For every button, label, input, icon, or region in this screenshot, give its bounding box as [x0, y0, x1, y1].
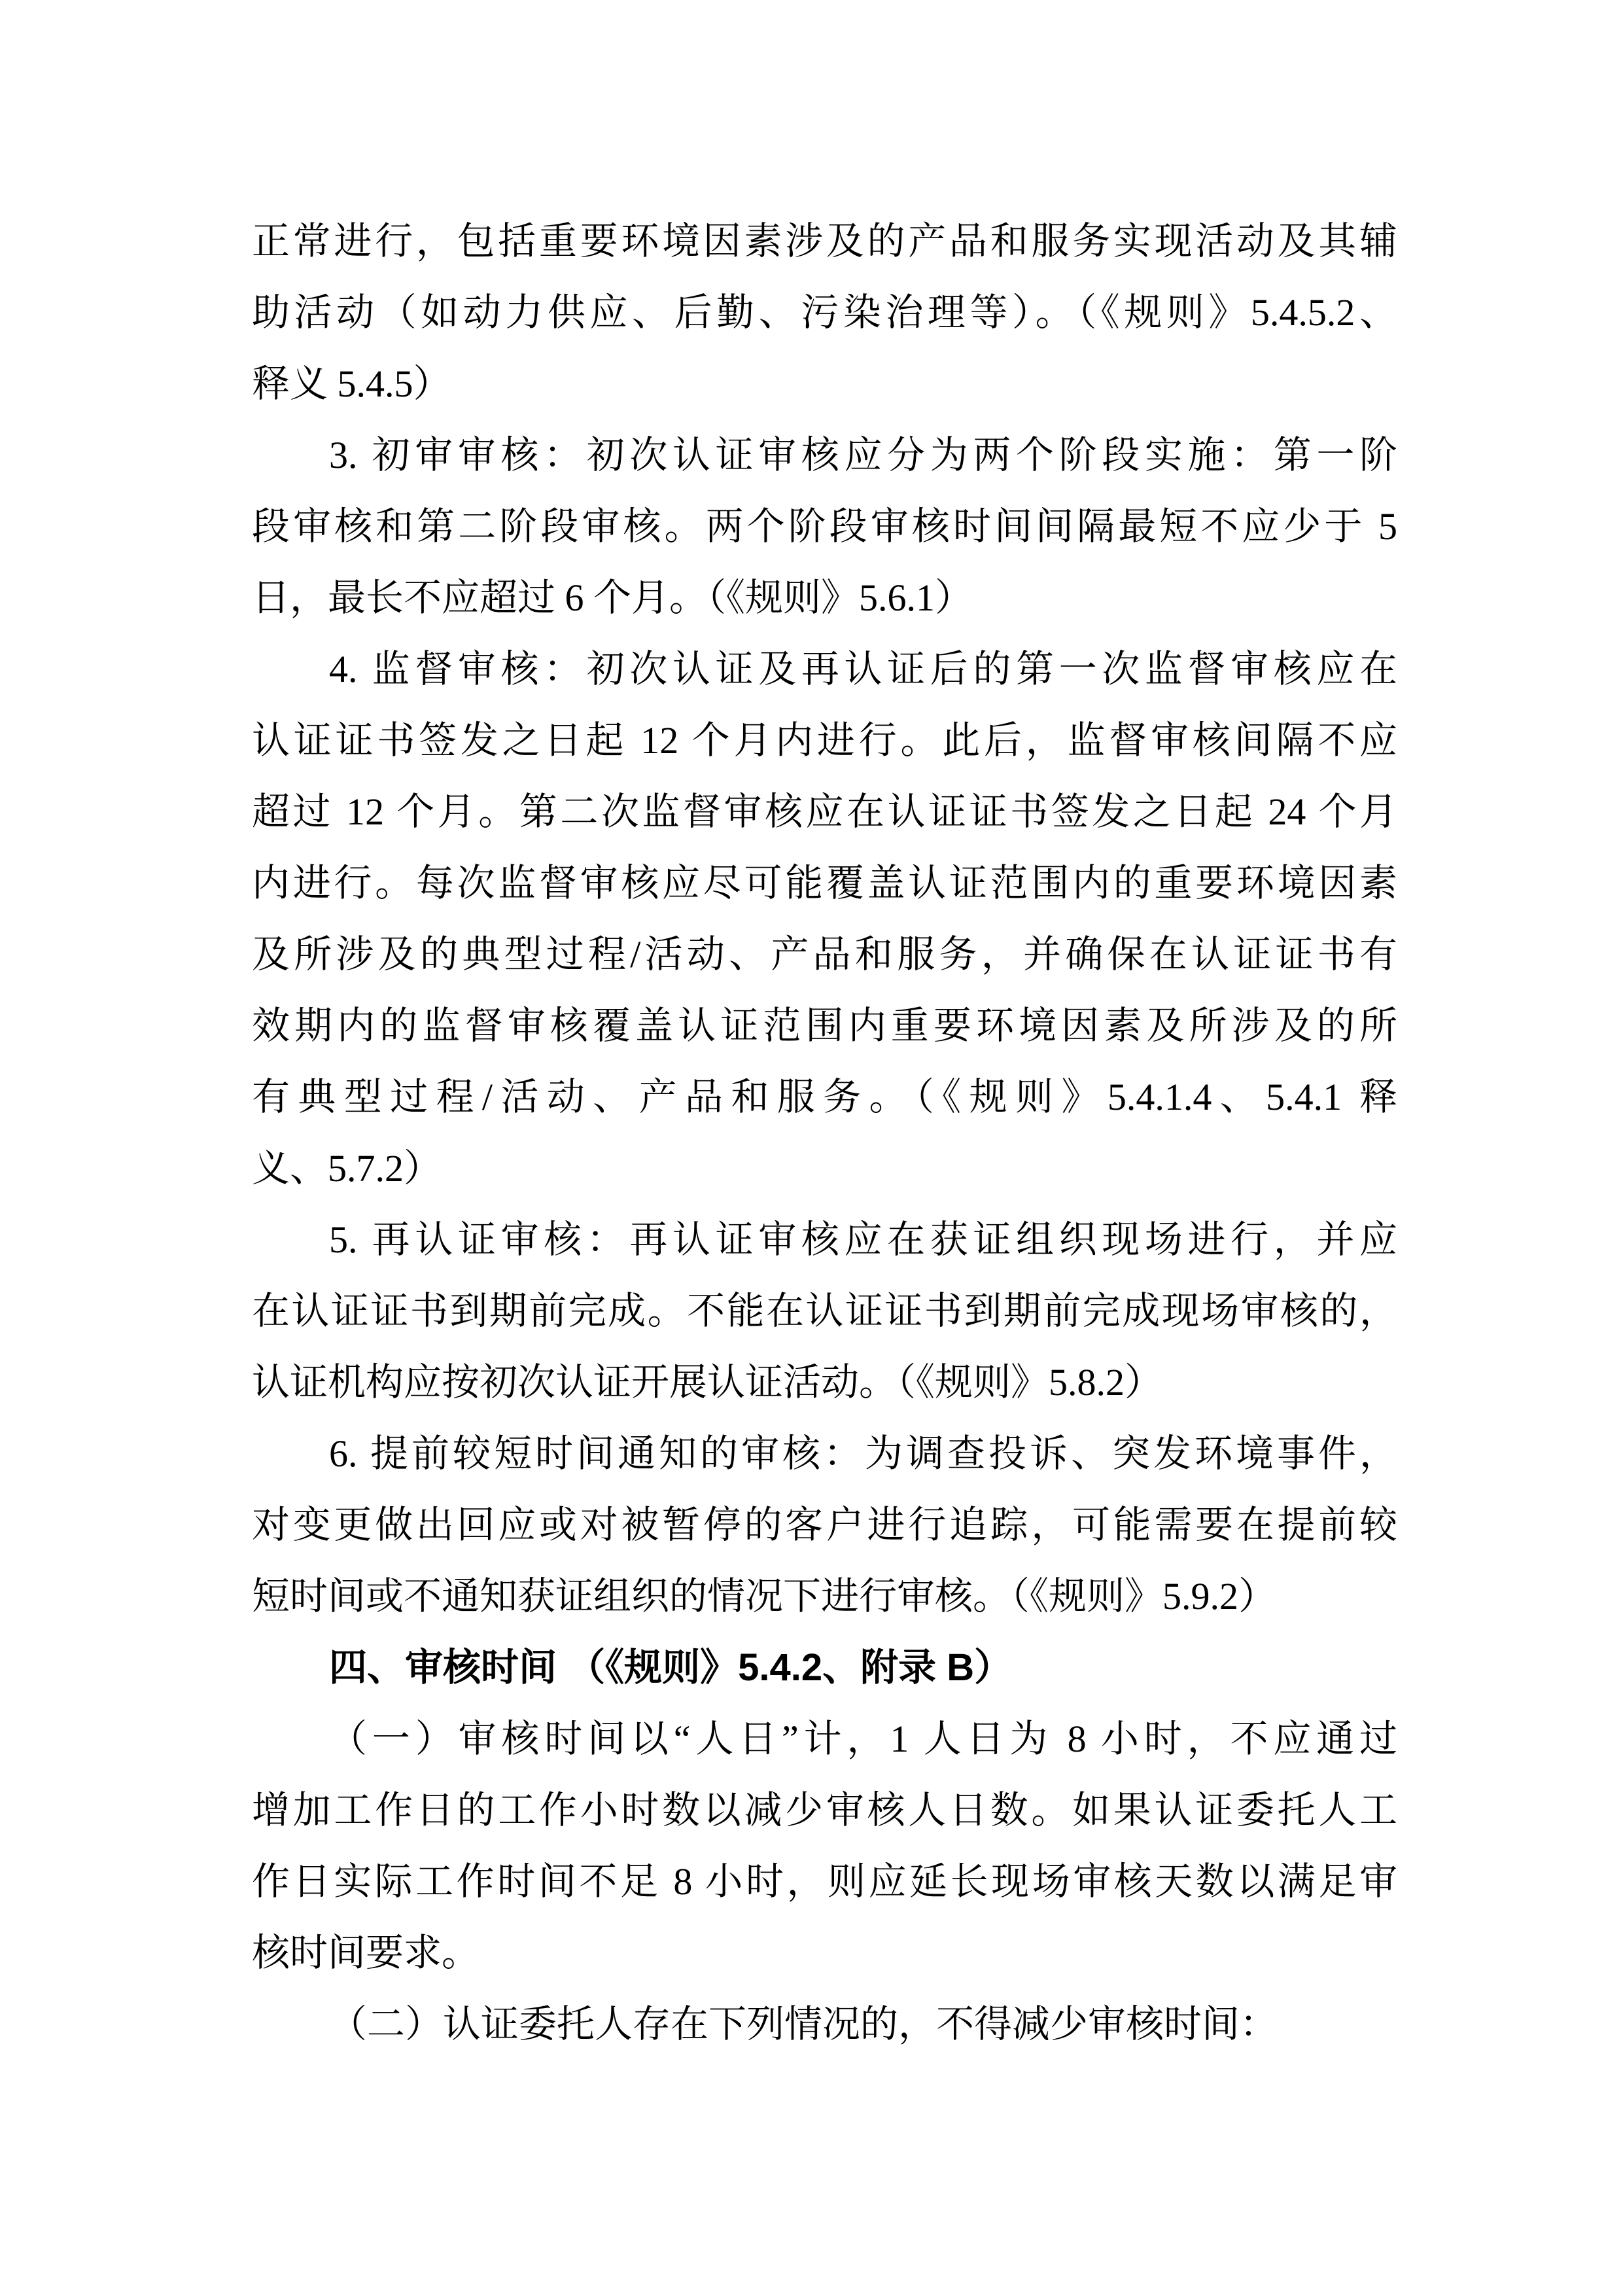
text-line: （二）认证委托人存在下列情况的，不得减少审核时间：	[329, 2003, 1278, 2045]
text-line: 认证证书签发之日起 12 个月内进行。此后，监督审核间隔不应	[252, 719, 1397, 762]
text-line: 效期内的监督审核覆盖认证范围内重要环境因素及所涉及的所	[252, 1004, 1397, 1047]
text-line: 5. 再认证审核：再认证审核应在获证组织现场进行，并应	[329, 1218, 1397, 1261]
text-line: 在认证证书到期前完成。不能在认证证书到期前完成现场审核的，	[252, 1290, 1397, 1332]
text-line: 4. 监督审核：初次认证及再认证后的第一次监督审核应在	[329, 648, 1397, 690]
text-line: 正常进行，包括重要环境因素涉及的产品和服务实现活动及其辅	[252, 220, 1397, 262]
text-line: 有典型过程/活动、产品和服务。（《规则》5.4.1.4、5.4.1 释	[252, 1076, 1397, 1118]
text-line: 内进行。每次监督审核应尽可能覆盖认证范围内的重要环境因素	[252, 862, 1397, 904]
page-text	[252, 205, 1397, 2060]
text-line: 6. 提前较短时间通知的审核：为调查投诉、突发环境事件，	[329, 1432, 1397, 1475]
text-line: 短时间或不通知获证组织的情况下进行审核。（《规则》5.9.2）	[252, 1575, 1277, 1617]
text-line: 增加工作日的工作小时数以减少审核人日数。如果认证委托人工	[252, 1789, 1397, 1831]
text-line: 日，最长不应超过 6 个月。（《规则》5.6.1）	[252, 576, 973, 619]
text-line: 认证机构应按初次认证开展认证活动。（《规则》5.8.2）	[252, 1361, 1163, 1404]
text-line: （一）审核时间以“人日”计，1 人日为 8 小时，不应通过	[329, 1718, 1397, 1760]
text-line: 作日实际工作时间不足 8 小时，则应延长现场审核天数以满足审	[252, 1860, 1397, 1903]
text-line: 段审核和第二阶段审核。两个阶段审核时间间隔最短不应少于 5	[252, 505, 1397, 548]
section-heading: 四、审核时间 （《规则》5.4.2、附录 B）	[329, 1646, 1013, 1689]
text-line: 义、5.7.2）	[252, 1147, 442, 1190]
text-line: 释义 5.4.5）	[252, 362, 451, 405]
text-line: 对变更做出回应或对被暂停的客户进行追踪，可能需要在提前较	[252, 1504, 1397, 1546]
text-line: 助活动（如动力供应、后勤、污染治理等）。（《规则》5.4.5.2、	[252, 291, 1397, 334]
text-line: 3. 初审审核：初次认证审核应分为两个阶段实施：第一阶	[329, 434, 1397, 476]
text-line: 及所涉及的典型过程/活动、产品和服务，并确保在认证证书有	[252, 933, 1397, 976]
text-line: 核时间要求。	[252, 1932, 480, 1974]
text-line: 超过 12 个月。第二次监督审核应在认证证书签发之日起 24 个月	[252, 790, 1397, 833]
